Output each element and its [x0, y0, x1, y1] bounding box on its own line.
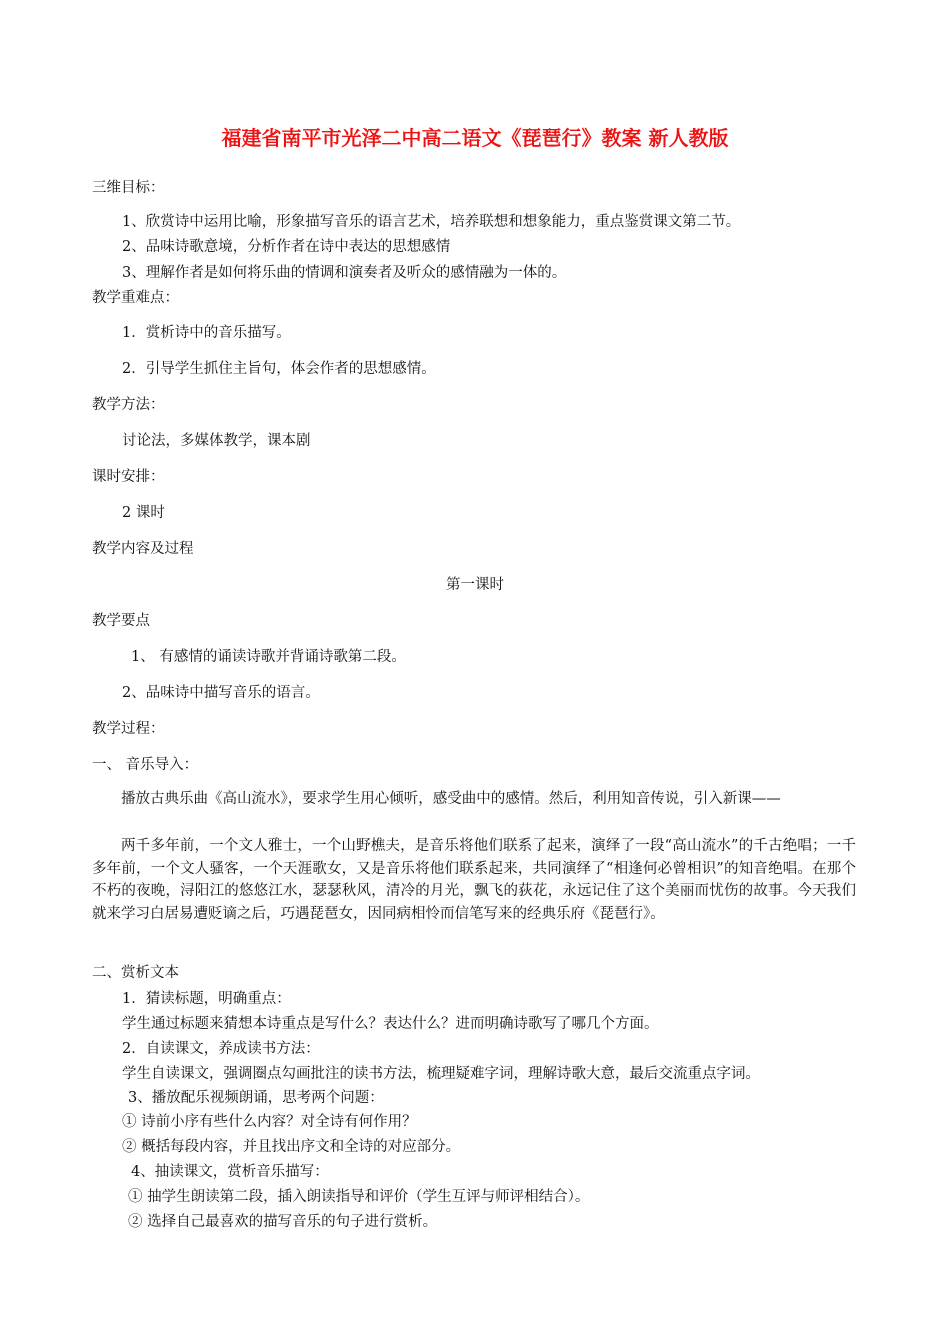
section2-line: 学生通过标题来猜想本诗重点是写什么？表达什么？进而明确诗歌写了哪几个方面。	[122, 1016, 659, 1032]
section1-heading: 一、 音乐导入：	[92, 757, 199, 773]
section2-line: ② 概括每段内容，并且找出序文和全诗的对应部分。	[122, 1139, 461, 1155]
section2-line: 4、抽读课文，赏析音乐描写：	[131, 1164, 329, 1180]
goal-item: 2、品味诗歌意境，分析作者在诗中表达的思想感情	[122, 239, 451, 255]
essential-item: 2、品味诗中描写音乐的语言。	[122, 685, 320, 701]
section2-line: ① 诗前小序有些什么内容？对全诗有何作用？	[122, 1114, 417, 1130]
process-heading: 教学过程：	[92, 721, 165, 737]
section2-line: 1．猜读标题，明确重点：	[122, 991, 291, 1007]
section2-line: 学生自读课文，强调圈点勾画批注的读书方法，梳理疑难字词，理解诗歌大意，最后交流重点字词。	[122, 1066, 760, 1082]
essentials-heading: 教学要点	[92, 613, 150, 629]
goal-item: 3、理解作者是如何将乐曲的情调和演奏者及听众的感情融为一体的。	[122, 265, 567, 281]
key-point-item: 1．赏析诗中的音乐描写。	[122, 325, 291, 341]
lesson-title: 第一课时	[446, 577, 504, 593]
goals-heading: 三维目标：	[92, 180, 165, 196]
schedule-heading: 课时安排：	[92, 469, 165, 485]
key-point-item: 2．引导学生抓住主旨句，体会作者的思想感情。	[122, 361, 436, 377]
section2-line: ② 选择自己最喜欢的描写音乐的句子进行赏析。	[128, 1214, 438, 1230]
key-points-heading: 教学重难点：	[92, 290, 179, 306]
document-title: 福建省南平市光泽二中高二语文《琵琶行》教案 新人教版	[221, 126, 729, 150]
method-text: 讨论法，多媒体教学，课本剧	[122, 433, 311, 449]
section2-heading: 二、赏析文本	[92, 965, 179, 981]
section2-line: 3、播放配乐视频朗诵，思考两个问题：	[128, 1090, 384, 1106]
section2-line: 2．自读课文，养成读书方法：	[122, 1041, 320, 1057]
goal-item: 1、欣赏诗中运用比喻，形象描写音乐的语言艺术，培养联想和想象能力，重点鉴赏课文第二节。	[122, 214, 741, 230]
method-heading: 教学方法：	[92, 397, 165, 413]
section2-line: ① 抽学生朗读第二段，插入朗读指导和评价（学生互评与师评相结合）。	[128, 1189, 590, 1205]
schedule-text: 2 课时	[122, 505, 165, 521]
section1-paragraph: 两千多年前，一个文人雅士，一个山野樵夫，是音乐将他们联系了起来，演绎了一段“高山流水”的千古绝唱；一千多年前，一个文人骚客，一个天涯歌女，又是音乐将他们联系起来，共同演绎了“相逢何必曾相识”的知音绝唱。在那个不朽的夜晚，浔阳江的悠悠江水，瑟瑟秋风，清冷的月光，飘飞的荻花，永远记住了这个美丽而忧伤的故事。今天我们就来学习白居易遭贬谪之后，巧遇琵琶女，因同病相怜而信笔写来的经典乐府《琵琶行》。	[92, 838, 856, 922]
content-heading: 教学内容及过程	[92, 541, 194, 557]
essential-item: 1、 有感情的诵读诗歌并背诵诗歌第二段。	[131, 649, 406, 665]
section1-paragraph: 播放古典乐曲《高山流水》，要求学生用心倾听，感受曲中的感情。然后，利用知音传说，引入新课——	[121, 791, 781, 807]
